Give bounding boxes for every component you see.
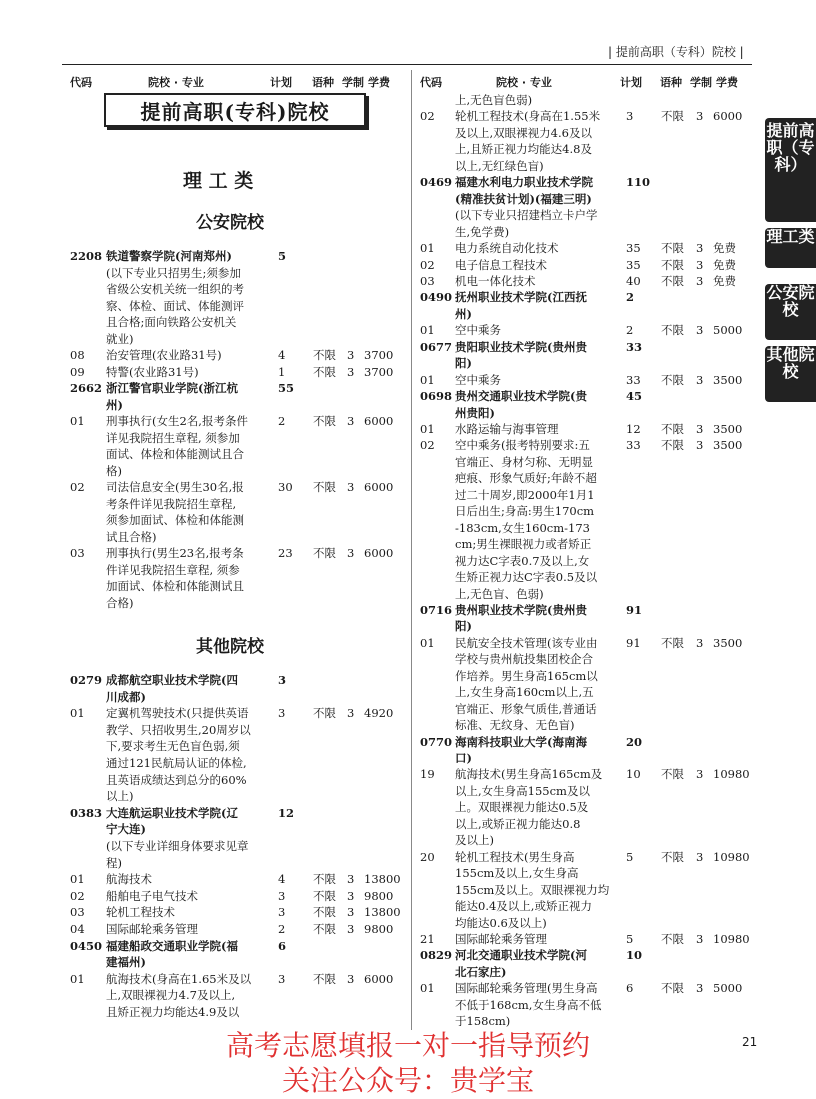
- cell-plan: 3: [626, 109, 634, 124]
- cell-lang: 不限: [661, 257, 684, 272]
- cell-name: 水路运输与海事管理: [455, 422, 559, 436]
- cell-code: 21: [420, 931, 435, 946]
- cell-name: 作培养。男生身高165cm以: [455, 668, 598, 683]
- cell-name: 铁道警察学院(河南郑州): [106, 249, 232, 263]
- cell-code: 0279: [70, 673, 103, 687]
- cell-fee: 6000: [364, 546, 394, 560]
- cell-fee: 5000: [713, 323, 743, 338]
- cell-name: 航海技术(身高在1.65米及以: [106, 971, 252, 986]
- cell-name: 建福州): [106, 955, 146, 970]
- cell-name: 电子信息工程技术: [455, 257, 547, 272]
- cell-plan: 91: [626, 635, 641, 650]
- cell-code: 01: [420, 241, 435, 256]
- cell-name: 口): [455, 751, 472, 765]
- cell-fee: 3500: [713, 635, 743, 650]
- cell-code: 03: [70, 905, 85, 920]
- cell-fee: 6000: [713, 109, 743, 124]
- cell-fee: 9800: [364, 888, 394, 903]
- col-header-fee: 学费: [716, 76, 738, 89]
- cell-name: 学校与贵州航投集团校企合: [455, 652, 593, 667]
- col-header-fee: 学费: [368, 76, 390, 89]
- running-header: | 提前高职（专科）院校 |: [608, 45, 744, 59]
- cell-plan: 6: [278, 938, 287, 953]
- cell-plan: 23: [278, 546, 293, 560]
- cell-name: 轮机工程技术: [106, 905, 175, 920]
- cell-name: 海南科技职业大学(海南海: [455, 734, 587, 749]
- cell-name: 航海技术: [106, 872, 152, 887]
- cell-name: 上。双眼裸视力能达0.5及: [455, 800, 589, 815]
- cell-name: 均能达0.6及以上): [455, 915, 547, 930]
- cell-code: 01: [420, 422, 435, 436]
- cell-name: 格): [106, 463, 122, 478]
- cell-plan: 4: [278, 348, 286, 362]
- cell-name: 合格): [106, 595, 134, 610]
- cell-name: 北石家庄): [455, 964, 507, 979]
- col-header-plan: 计划: [270, 76, 292, 89]
- cell-name: 空中乘务: [455, 372, 501, 387]
- cell-name: 件详见我院招生章程, 须参: [106, 562, 240, 577]
- cell-name: 民航安全技术管理(该专业由: [455, 635, 598, 650]
- cell-plan: 5: [626, 931, 634, 946]
- cell-code: 0490: [420, 290, 453, 305]
- cell-lang: 不限: [313, 706, 336, 721]
- cell-plan: 110: [626, 175, 651, 190]
- cell-name: 日后出生;身高:男生170cm: [455, 504, 595, 519]
- cell-code: 0469: [420, 175, 453, 190]
- cell-name: 察、体检、面试、体能测评: [106, 298, 244, 313]
- cell-yrs: 3: [696, 273, 704, 288]
- cell-code: 08: [70, 348, 85, 362]
- cell-name: 教学、只招收男生,20周岁以: [106, 722, 251, 737]
- cell-lang: 不限: [313, 480, 336, 494]
- cell-name: 上,女生身高160cm以上,五: [455, 685, 594, 700]
- column-divider: [411, 70, 412, 1030]
- cell-name: 加面试、体检和体能测试且: [106, 579, 244, 593]
- cell-fee: 9800: [364, 922, 394, 936]
- cell-code: 09: [70, 364, 85, 379]
- cell-name: 省级公安机关统一组织的考: [106, 282, 244, 296]
- cell-name: 船舶电子电气技术: [106, 888, 198, 903]
- cell-code: 01: [70, 971, 85, 986]
- cell-name: 不低于168cm,女生身高不低: [455, 997, 602, 1012]
- cell-name: 155cm及以上,女生身高: [455, 866, 579, 881]
- cell-plan: 2: [626, 323, 634, 338]
- cell-lang: 不限: [661, 372, 684, 387]
- cell-name: 空中乘务(报考特别要求:五: [455, 438, 590, 453]
- cell-lang: 不限: [313, 414, 336, 428]
- cell-name: 轮机工程技术(身高在1.55米: [455, 109, 601, 124]
- watermark-line2: 关注公众号：贵学宝: [281, 1064, 534, 1097]
- cell-plan: 3: [278, 706, 286, 721]
- section-heading-police: 公安院校: [196, 213, 264, 233]
- cell-fee: 3700: [364, 364, 394, 379]
- cell-name: 刑事执行(男生23名,报考条: [106, 546, 244, 560]
- cell-yrs: 3: [696, 109, 704, 124]
- cell-code: 0829: [420, 948, 453, 963]
- cell-name: 阳): [455, 619, 472, 634]
- category-heading: 理 工 类: [183, 170, 254, 192]
- cell-yrs: 3: [696, 438, 704, 453]
- cell-name: 通过121民航局认证的体检,: [106, 756, 247, 770]
- cell-lang: 不限: [661, 438, 684, 453]
- cell-lang: 不限: [313, 888, 336, 903]
- cell-name: 司法信息安全(男生30名,报: [106, 480, 244, 494]
- cell-code: 01: [70, 414, 85, 428]
- side-tab-other[interactable]: 其他院校: [765, 346, 816, 402]
- cell-name: 空中乘务: [455, 323, 501, 338]
- cell-plan: 12: [626, 422, 641, 436]
- cell-yrs: 3: [347, 905, 355, 920]
- cell-code: 2662: [70, 381, 103, 395]
- col-header-lang: 语种: [312, 76, 334, 89]
- cell-yrs: 3: [347, 888, 355, 903]
- cell-code: 02: [70, 480, 85, 494]
- cell-yrs: 3: [347, 971, 355, 986]
- cell-name: 须参加面试、体检和体能测: [106, 513, 244, 527]
- cell-name: (以下专业只招建档立卡户学: [455, 208, 598, 223]
- cell-name: 河北交通职业技术学院(河: [455, 948, 587, 963]
- cell-code: 04: [70, 922, 85, 936]
- cell-lang: 不限: [313, 348, 336, 362]
- cell-plan: 45: [626, 389, 643, 404]
- cell-fee: 3700: [364, 348, 394, 362]
- cell-plan: 10: [626, 767, 641, 782]
- cell-name: 阳): [455, 356, 472, 371]
- cell-name: 刑事执行(女生2名,报考条件: [106, 414, 248, 428]
- cell-name: 于158cm): [455, 1014, 511, 1029]
- cell-plan: 2: [626, 290, 635, 305]
- cell-yrs: 3: [347, 872, 355, 887]
- cell-name: 贵阳职业技术学院(贵州贵: [455, 339, 587, 354]
- cell-name: -183cm,女生160cm-173: [455, 520, 590, 535]
- cell-name: 上,无色盲、色弱): [455, 586, 544, 601]
- cell-lang: 不限: [313, 971, 336, 986]
- cell-name: 及以上,双眼裸视力4.6及以: [455, 125, 592, 140]
- cell-plan: 35: [626, 241, 641, 256]
- cell-plan: 10: [626, 948, 643, 963]
- cell-fee: 10980: [713, 931, 750, 946]
- col-header-code: 代码: [70, 76, 92, 89]
- cell-fee: 6000: [364, 480, 394, 494]
- col-header-yrs: 学制: [690, 76, 712, 89]
- cell-name: 以上,无红绿色盲): [455, 158, 544, 173]
- cell-name: 视力达C字表0.7及以上,女: [455, 553, 590, 568]
- cell-plan: 33: [626, 339, 643, 354]
- cell-plan: 6: [626, 981, 634, 996]
- cell-fee: 免费: [713, 273, 736, 288]
- cell-name: 标准、无纹身、无色盲): [455, 718, 575, 733]
- cell-yrs: 3: [696, 849, 704, 864]
- cell-plan: 5: [626, 849, 634, 864]
- cell-fee: 免费: [713, 241, 736, 256]
- cell-fee: 6000: [364, 971, 394, 986]
- cell-plan: 33: [626, 372, 641, 387]
- cell-name: 川成都): [106, 689, 146, 704]
- cell-name: 上,双眼裸视力4.7及以上,: [106, 988, 236, 1003]
- cell-name: 就业): [106, 331, 134, 346]
- cell-plan: 55: [278, 381, 295, 395]
- cell-code: 2208: [70, 249, 103, 263]
- col-header-plan: 计划: [620, 76, 642, 89]
- cell-name: 浙江警官职业学院(浙江杭: [106, 381, 238, 395]
- cell-lang: 不限: [313, 546, 336, 560]
- cell-name: 上,且矫正视力均能达4.8及: [455, 142, 592, 157]
- cell-name: 贵州交通职业技术学院(贵: [455, 389, 587, 404]
- cell-plan: 3: [278, 971, 286, 986]
- cell-plan: 4: [278, 872, 286, 887]
- cell-lang: 不限: [313, 905, 336, 920]
- cell-plan: 12: [278, 805, 295, 820]
- cell-name: 定翼机驾驶技术(只提供英语: [106, 706, 249, 721]
- cell-name: 以上,女生身高155cm及以: [455, 783, 590, 798]
- cell-name: (以下专业详细身体要求见章: [106, 839, 249, 853]
- cell-name: 上,无色盲色弱): [455, 93, 533, 107]
- cell-fee: 3500: [713, 422, 743, 436]
- cell-yrs: 3: [696, 422, 704, 436]
- cell-fee: 3500: [713, 438, 743, 453]
- cell-plan: 1: [278, 364, 286, 379]
- cell-fee: 4920: [364, 706, 394, 721]
- cell-name: 轮机工程技术(男生身高: [455, 849, 575, 864]
- cell-fee: 5000: [713, 981, 743, 996]
- col-header-name: 院校 · 专业: [148, 76, 204, 89]
- cell-name: 特警(农业路31号): [106, 364, 199, 379]
- cell-name: 贵州职业技术学院(贵州贵: [455, 602, 587, 617]
- cell-name: 面试、体检和体能测试且合: [106, 447, 244, 461]
- cell-name: 且矫正视力均能达4.9及以: [106, 1005, 240, 1019]
- cell-yrs: 3: [347, 348, 355, 362]
- col-header-code: 代码: [420, 76, 442, 89]
- cell-plan: 30: [278, 480, 293, 494]
- cell-plan: 3: [278, 673, 287, 687]
- cell-name: 下,要求考生无色盲色弱,须: [106, 739, 240, 754]
- cell-yrs: 3: [347, 546, 355, 560]
- cell-name: 生,免学费): [455, 224, 510, 239]
- cell-plan: 5: [278, 249, 287, 263]
- cell-yrs: 3: [696, 931, 704, 946]
- cell-fee: 10980: [713, 849, 750, 864]
- cell-code: 02: [420, 109, 435, 124]
- cell-name: cm;男生裸眼视力或者矫正: [455, 537, 592, 552]
- header-rule: [62, 64, 752, 65]
- cell-code: 20: [420, 849, 435, 864]
- cell-lang: 不限: [661, 767, 684, 782]
- cell-name: 以上): [106, 789, 134, 804]
- cell-yrs: 3: [347, 480, 355, 494]
- cell-fee: 3500: [713, 372, 743, 387]
- cell-plan: 91: [626, 602, 643, 617]
- cell-code: 0450: [70, 938, 103, 953]
- cell-lang: 不限: [313, 872, 336, 887]
- cell-yrs: 3: [347, 414, 355, 428]
- cell-yrs: 3: [696, 372, 704, 387]
- cell-code: 01: [420, 635, 435, 650]
- cell-code: 0698: [420, 389, 453, 404]
- cell-lang: 不限: [661, 323, 684, 338]
- cell-name: 大连航运职业技术学院(辽: [106, 805, 238, 820]
- cell-code: 01: [420, 981, 435, 996]
- cell-name: 详见我院招生章程, 须参加: [106, 430, 240, 445]
- cell-name: 国际邮轮乘务管理: [455, 931, 547, 946]
- cell-yrs: 3: [347, 922, 355, 936]
- cell-lang: 不限: [661, 109, 684, 124]
- title-box: 提前高职(专科)院校: [104, 93, 366, 127]
- cell-name: 治安管理(农业路31号): [106, 348, 222, 362]
- cell-yrs: 3: [696, 767, 704, 782]
- cell-code: 02: [420, 438, 435, 453]
- cell-fee: 6000: [364, 414, 394, 428]
- cell-name: 国际邮轮乘务管理: [106, 922, 198, 936]
- cell-plan: 20: [626, 734, 643, 749]
- cell-name: 程): [106, 855, 122, 870]
- cell-yrs: 3: [696, 635, 704, 650]
- col-header-name: 院校 · 专业: [496, 76, 552, 89]
- cell-name: 官端正、身材匀称、无明显: [455, 454, 593, 469]
- cell-lang: 不限: [313, 364, 336, 379]
- cell-name: 能达0.4及以上,或矫正视力: [455, 899, 592, 914]
- cell-name: 电力系统自动化技术: [455, 241, 559, 256]
- cell-yrs: 3: [696, 981, 704, 996]
- cell-name: 且英语成绩达到总分的60%: [106, 772, 247, 787]
- cell-name: 宁大连): [106, 822, 146, 837]
- page-number: 21: [742, 1035, 758, 1049]
- cell-name: 成都航空职业技术学院(四: [106, 673, 238, 687]
- cell-name: 生矫正视力达C字表0.5及以: [455, 570, 598, 585]
- cell-lang: 不限: [661, 422, 684, 436]
- cell-fee: 免费: [713, 257, 736, 272]
- cell-yrs: 3: [347, 364, 355, 379]
- cell-name: 州贵阳): [455, 405, 495, 420]
- cell-code: 0677: [420, 339, 453, 354]
- cell-lang: 不限: [661, 273, 684, 288]
- cell-lang: 不限: [661, 635, 684, 650]
- cell-lang: 不限: [661, 931, 684, 946]
- cell-code: 19: [420, 767, 435, 782]
- cell-plan: 2: [278, 414, 286, 428]
- cell-yrs: 3: [696, 323, 704, 338]
- cell-name: 且合格;面向铁路公安机关: [106, 315, 237, 329]
- cell-name: 州): [455, 306, 472, 321]
- cell-name: 试且合格): [106, 529, 157, 544]
- cell-plan: 2: [278, 922, 286, 936]
- col-header-lang: 语种: [660, 76, 682, 89]
- cell-name: 考条件详见我院招生章程,: [106, 496, 237, 511]
- cell-yrs: 3: [347, 706, 355, 721]
- cell-yrs: 3: [696, 257, 704, 272]
- cell-plan: 3: [278, 888, 286, 903]
- cell-code: 01: [420, 372, 435, 387]
- cell-name: (精准扶贫计划)(福建三明): [455, 191, 592, 206]
- cell-name: 过二十周岁,即2000年1月1: [455, 487, 595, 502]
- cell-code: 01: [70, 872, 85, 887]
- cell-code: 03: [420, 273, 435, 288]
- cell-code: 0770: [420, 734, 453, 749]
- cell-name: 福建水利电力职业技术学院: [455, 175, 593, 190]
- cell-name: 福建船政交通职业学院(福: [106, 938, 238, 953]
- cell-code: 02: [420, 257, 435, 272]
- cell-name: 国际邮轮乘务管理(男生身高: [455, 981, 598, 996]
- cell-code: 0716: [420, 602, 453, 617]
- cell-name: 抚州职业技术学院(江西抚: [455, 290, 587, 305]
- cell-lang: 不限: [661, 849, 684, 864]
- cell-name: 疤痕、形象气质好;年龄不超: [455, 471, 597, 486]
- cell-plan: 35: [626, 257, 641, 272]
- cell-name: 州): [106, 397, 123, 412]
- side-tab-early-vocational[interactable]: 提前高职（专科）: [765, 118, 816, 222]
- cell-plan: 3: [278, 905, 286, 920]
- side-tab-police[interactable]: 公安院校: [765, 284, 816, 340]
- cell-code: 0383: [70, 805, 103, 820]
- cell-name: 以上,或矫正视力能达0.8: [455, 816, 581, 831]
- col-header-yrs: 学制: [342, 76, 364, 89]
- cell-lang: 不限: [661, 241, 684, 256]
- watermark-line1: 高考志愿填报一对一指导预约: [225, 1029, 590, 1062]
- cell-fee: 13800: [364, 872, 401, 887]
- cell-name: 155cm及以上。双眼裸视力均: [455, 882, 610, 897]
- cell-name: (以下专业只招男生;须参加: [106, 265, 241, 280]
- cell-name: 机电一体化技术: [455, 273, 536, 288]
- cell-lang: 不限: [313, 922, 336, 936]
- side-tab-science[interactable]: 理工类: [765, 228, 816, 268]
- cell-name: 航海技术(男生身高165cm及: [455, 767, 603, 782]
- cell-plan: 33: [626, 438, 641, 453]
- cell-fee: 10980: [713, 767, 750, 782]
- cell-lang: 不限: [661, 981, 684, 996]
- cell-name: 官端正、形象气质佳,普通话: [455, 701, 597, 716]
- cell-name: 及以上): [455, 833, 494, 848]
- cell-code: 02: [70, 888, 85, 903]
- cell-plan: 40: [626, 273, 641, 288]
- cell-code: 01: [420, 323, 435, 338]
- section-heading-other: 其他院校: [196, 637, 264, 657]
- cell-code: 01: [70, 706, 85, 721]
- cell-yrs: 3: [696, 241, 704, 256]
- cell-code: 03: [70, 546, 85, 560]
- cell-fee: 13800: [364, 905, 401, 920]
